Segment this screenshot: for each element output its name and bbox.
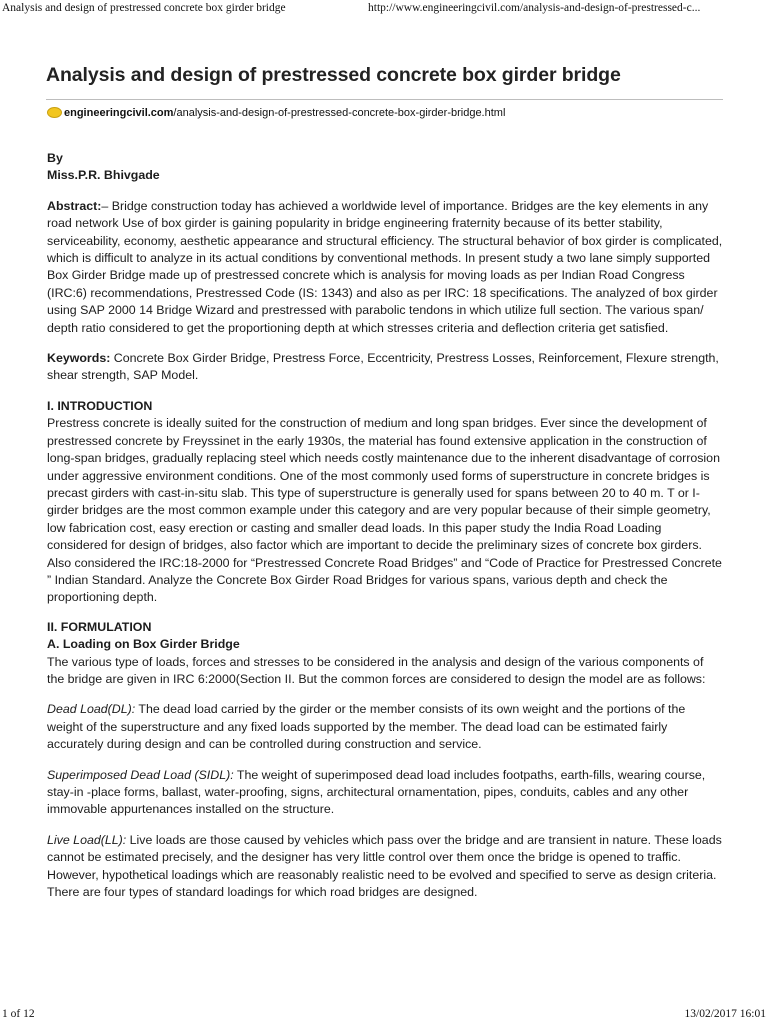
- title-divider: [46, 99, 723, 100]
- live-load-text: Live loads are those caused by vehicles which pass over the bridge and are transient in nature. These loads cannot be estimated precisely, and the designer has very little control over them once the bridge is opened to traffic. However, hypothetical loadings which are reasonably realistic need to be evolved and specified to serve as design criteria. There are four types of standard loadings for which road bridges are designed.: [47, 832, 722, 900]
- loading-text: The various type of loads, forces and stresses to be considered in the analysis and design of the various components of the bridge are given in IRC 6:2000(Section II. But the common forces are considered to design the model are as follows:: [47, 654, 706, 686]
- bookmark-icon: [47, 107, 62, 118]
- author-name: Miss.P.R. Bhivgade: [47, 168, 160, 183]
- source-path: /analysis-and-design-of-prestressed-concrete-box-girder-bridge.html: [173, 107, 506, 119]
- sidl-paragraph: [47, 767, 723, 819]
- page-title: Analysis and design of prestressed concrete box girder bridge: [46, 64, 621, 86]
- article-body: [47, 150, 723, 901]
- dead-load-text: The dead load carried by the girder or the member consists of its own weight and the portions of the weight of the superstructure and any fixed loads supported by the member. The dead load can be estimated fairly accurately during design and can be controlled during construction and service.: [47, 702, 686, 752]
- intro-text: Prestress concrete is ideally suited for the construction of medium and long span bridges. Ever since the development of prestressed concrete by Freyssinet in the early 1930s, the material has found extensive application in the construction of long-span bridges, gradually replacing steel which needs costly maintenance due to the inherent disadvantage of corrosion under aggressive environment conditions. One of the most commonly used forms of superstructure in concrete bridges is precast girders with cast-in-situ slab. This type of superstructure is generally used for spans between 20 to 40 m. T or I-girder bridges are the most common example under this category and are very popular because of their simple geometry, low fabrication cost, easy erection or casting and smaller dead loads. In this paper study the India Road Loading considered for design of bridges, also factor which are important to decide the preliminary sizes of concrete box girders. Also considered the IRC:18-2000 for “Prestressed Concrete Road Bridges” and “Code of Practice for Prestressed Concrete ” Indian Standard. Analyze the Concrete Box Girder Road Bridges for various spans, various depth and check the proportioning depth.: [47, 416, 722, 605]
- formulation-heading: II. FORMULATION: [47, 619, 152, 634]
- print-header: [0, 0, 768, 16]
- dead-load-paragraph: [47, 701, 723, 753]
- sidl-text: The weight of superimposed dead load includes footpaths, earth-fills, wearing course, stay-in -place forms, ballast, water-proofing, signs, architectural ornamentation, pipes, conduits, cables and any other immovable appurtenances installed on the structure.: [47, 767, 706, 817]
- loading-heading: A. Loading on Box Girder Bridge: [47, 637, 240, 652]
- keywords-label: Keywords:: [47, 351, 111, 366]
- abstract-paragraph: [47, 198, 723, 337]
- abstract-label: Abstract:: [47, 198, 102, 213]
- print-datetime: 13/02/2017 16:01: [684, 1008, 766, 1020]
- live-load-paragraph: [47, 832, 723, 902]
- source-domain: engineeringcivil.com: [64, 107, 174, 119]
- print-footer: [0, 1006, 768, 1022]
- print-header-url: http://www.engineeringcivil.com/analysis-and-design-of-prestressed-c...: [368, 2, 701, 14]
- by-label: By: [47, 151, 63, 165]
- keywords-text: Concrete Box Girder Bridge, Prestress Force, Eccentricity, Prestress Losses, Reinforcement, Flexure strength, shear strength, SAP Model.: [47, 351, 719, 383]
- live-load-label: Live Load(LL):: [47, 832, 127, 847]
- dead-load-label: Dead Load(DL):: [47, 702, 136, 717]
- abstract-text: – Bridge construction today has achieved a worldwide level of importance. Bridges are the key elements in any road network Use of box girder is gaining popularity in bridge engineering fraternity because of its better stability, serviceability, economy, aesthetic appearance and structural efficiency. The structural behavior of box girder is complicated, which is difficult to analyze in its actual conditions by conventional methods. In present study a two lane simply supported Box Girder Bridge made up of prestressed concrete which is analysis for moving loads as per Indian Road Congress (IRC:6) recommendations, Prestressed Code (IS: 1343) and also as per IRC: 18 specifications. The analyzed of box girder using SAP 2000 14 Bridge Wizard and prestressed with parabolic tendons in which utilize full section. The various span/ depth ratio considered to get the proportioning depth at which stresses criteria and deflection criteria get satisfied.: [47, 198, 723, 335]
- page-count: 1 of 12: [2, 1008, 35, 1020]
- sidl-label: Superimposed Dead Load (SIDL):: [47, 767, 234, 782]
- print-header-title: Analysis and design of prestressed concrete box girder bridge: [2, 2, 286, 14]
- intro-heading: I. INTRODUCTION: [47, 398, 153, 413]
- source-link[interactable]: [47, 107, 505, 119]
- keywords-paragraph: [47, 350, 723, 385]
